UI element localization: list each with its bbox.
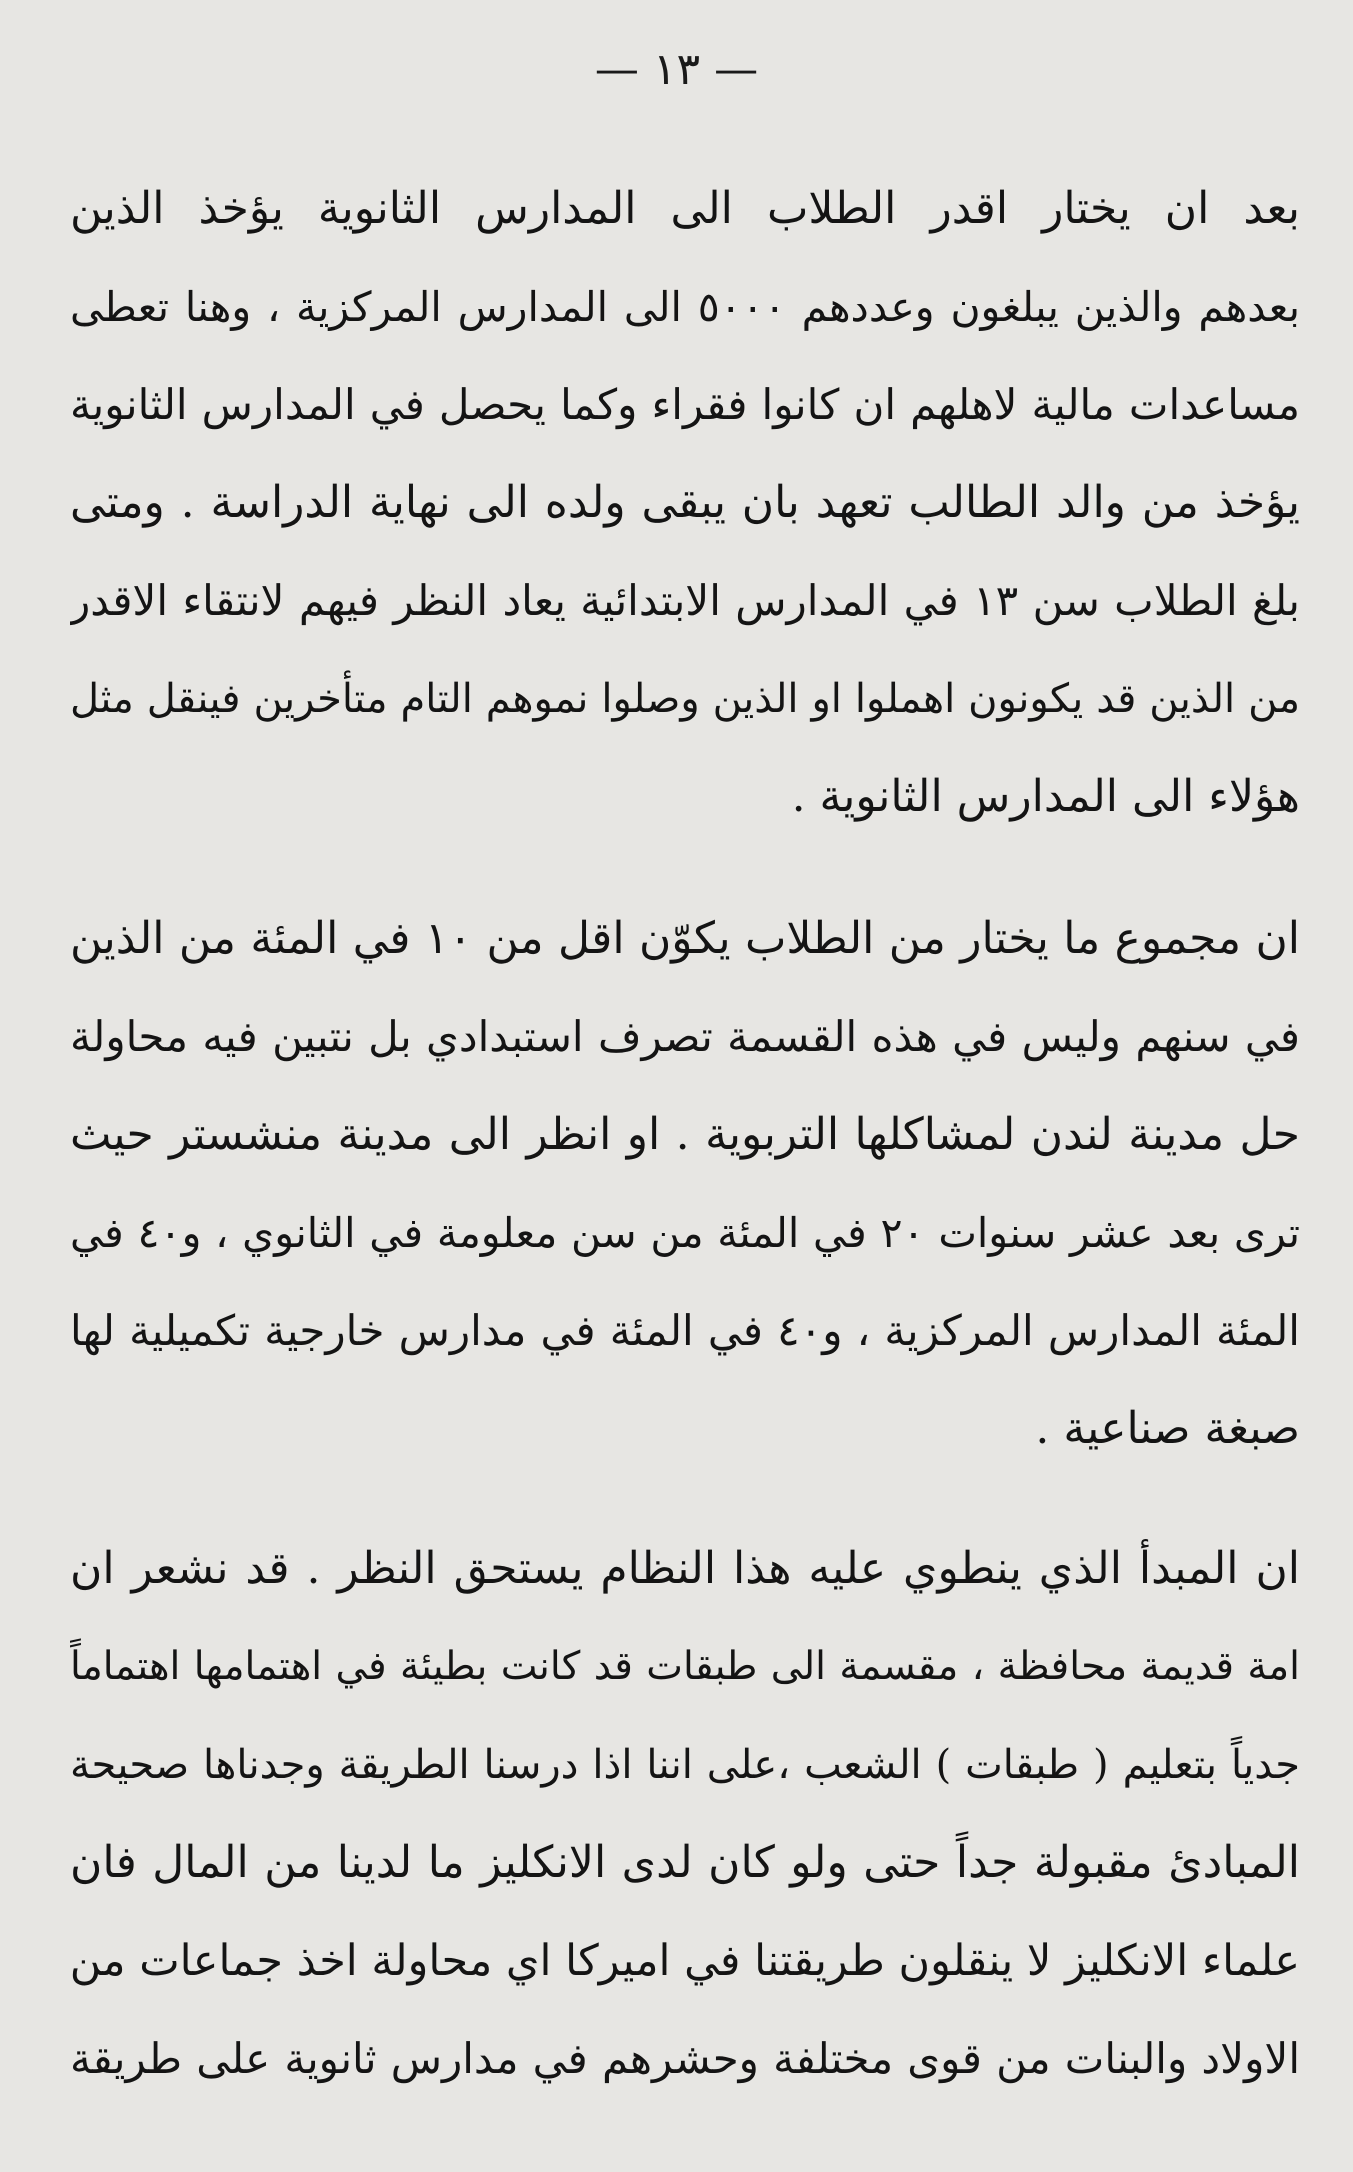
text-line: المئة المدارس المركزية ، و٤٠ في المئة في مدارس خارجية تكميلية لها — [70, 1306, 1300, 1355]
text-line: بلغ الطلاب سن ١٣ في المدارس الابتدائية يعاد النظر فيهم لانتقاء الاقدر — [70, 576, 1300, 625]
text-line: صبغة صناعية . — [1035, 1403, 1300, 1454]
paragraph-2 — [70, 890, 1300, 1478]
text-line: مساعدات مالية لاهلهم ان كانوا فقراء وكما يحصل في المدارس الثانوية — [70, 380, 1300, 429]
page-number: — ١٣ — — [594, 44, 759, 95]
text-line: ترى بعد عشر سنوات ٢٠ في المئة من سن معلومة في الثانوي ، و٤٠ في — [70, 1209, 1300, 1257]
text-line: ان مجموع ما يختار من الطلاب يكوّن اقل من ١٠ في المئة من الذين — [70, 913, 1300, 964]
text-line: هؤلاء الى المدارس الثانوية . — [791, 771, 1300, 822]
text-line: الاولاد والبنات من قوى مختلفة وحشرهم في مدارس ثانوية على طريقة — [70, 2034, 1300, 2083]
text-line: حل مدينة لندن لمشاكلها التربوية . او انظر الى مدينة منشستر حيث — [70, 1109, 1300, 1160]
text-line: امة قديمة محافظة ، مقسمة الى طبقات قد كانت بطيئة في اهتمامها اهتماماً — [70, 1644, 1300, 1689]
text-line: علماء الانكليز لا ينقلون طريقتنا في اميركا اي محاولة اخذ جماعات من — [70, 1936, 1300, 1986]
text-line: ان المبدأ الذي ينطوي عليه هذا النظام يستحق النظر . قد نشعر ان — [70, 1543, 1300, 1594]
text-line: في سنهم وليس في هذه القسمة تصرف استبدادي بل نتبين فيه محاولة — [70, 1012, 1300, 1061]
paragraph-3 — [70, 1520, 1300, 2108]
text-line: بعد ان يختار اقدر الطلاب الى المدارس الثانوية يؤخذ الذين — [70, 183, 1300, 234]
paragraph-1 — [70, 160, 1300, 846]
text-line: المبادئ مقبولة جداً حتى ولو كان لدى الانكليز ما لدينا من المال فان — [70, 1837, 1300, 1888]
text-line: بعدهم والذين يبلغون وعددهم ٥٠٠٠ الى المدارس المركزية ، وهنا تعطى — [70, 283, 1300, 331]
text-line: من الذين قد يكونون اهملوا او الذين وصلوا نموهم التام متأخرين فينقل مثل — [70, 676, 1300, 722]
text-line: يؤخذ من والد الطالب تعهد بان يبقى ولده الى نهاية الدراسة . ومتى — [70, 477, 1300, 528]
text-line: جدياً بتعليم ( طبقات ) الشعب ،على اننا اذا درسنا الطريقة وجدناها صحيحة — [70, 1742, 1300, 1788]
